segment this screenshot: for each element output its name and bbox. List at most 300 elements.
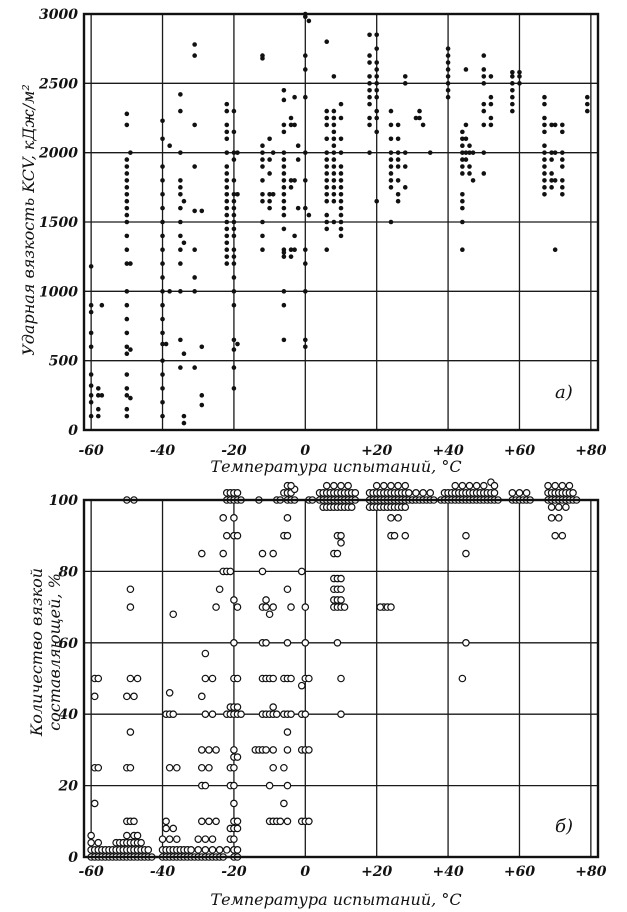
data-point	[224, 533, 230, 539]
data-point	[232, 234, 237, 239]
data-point	[125, 164, 130, 169]
data-point	[374, 67, 379, 72]
data-point	[303, 95, 308, 100]
data-point	[542, 102, 547, 107]
data-point	[481, 150, 486, 155]
data-point	[332, 192, 337, 197]
data-point	[192, 164, 197, 169]
data-point	[473, 483, 479, 489]
x-tick-label: -20	[221, 864, 247, 880]
data-point	[127, 765, 133, 771]
data-point	[389, 178, 394, 183]
data-point	[446, 95, 451, 100]
data-point	[260, 178, 265, 183]
data-point	[127, 675, 133, 681]
data-point	[460, 164, 465, 169]
data-point	[339, 137, 344, 142]
data-point	[403, 81, 408, 86]
data-point	[160, 275, 165, 280]
data-point	[489, 74, 494, 79]
data-point	[417, 109, 422, 114]
data-point	[92, 693, 98, 699]
data-point	[542, 95, 547, 100]
data-point	[373, 483, 379, 489]
data-point	[282, 213, 287, 218]
data-point	[192, 209, 197, 214]
data-point	[559, 533, 565, 539]
data-point	[209, 836, 215, 842]
data-point	[167, 289, 172, 294]
x-tick-label: +40	[432, 443, 464, 459]
data-point	[282, 206, 287, 211]
data-point	[389, 171, 394, 176]
data-point	[100, 393, 105, 398]
data-point	[224, 254, 229, 259]
y-tick-label: 80	[58, 564, 78, 581]
data-point	[296, 143, 301, 148]
data-point	[288, 711, 294, 717]
data-point	[396, 150, 401, 155]
data-point	[460, 206, 465, 211]
data-point	[125, 220, 130, 225]
data-point	[216, 586, 222, 592]
x-tick-label: +60	[503, 864, 536, 880]
data-point	[510, 70, 515, 75]
data-point	[446, 46, 451, 51]
data-point	[324, 123, 329, 128]
data-point	[481, 81, 486, 86]
data-point	[282, 227, 287, 232]
data-point	[134, 675, 140, 681]
data-point	[232, 303, 237, 308]
data-point	[374, 33, 379, 38]
data-point	[481, 483, 487, 489]
data-point	[267, 206, 272, 211]
data-point	[89, 345, 94, 350]
data-point	[234, 754, 240, 760]
data-point	[128, 150, 133, 155]
data-point	[284, 533, 290, 539]
data-point	[374, 109, 379, 114]
data-point	[96, 386, 101, 391]
data-point	[224, 178, 229, 183]
data-point	[209, 675, 215, 681]
data-point	[481, 67, 486, 72]
data-point	[270, 550, 276, 556]
data-point	[160, 303, 165, 308]
data-point	[270, 604, 276, 610]
x-tick-label: -60	[78, 864, 104, 880]
data-point	[174, 765, 180, 771]
data-point	[231, 800, 237, 806]
data-point	[160, 289, 165, 294]
data-point	[403, 74, 408, 79]
data-point	[553, 247, 558, 252]
data-point	[306, 675, 312, 681]
data-point	[160, 192, 165, 197]
data-point	[88, 840, 94, 846]
data-point	[324, 39, 329, 44]
data-point	[224, 847, 230, 853]
data-point	[232, 365, 237, 370]
data-point	[396, 123, 401, 128]
data-point	[288, 483, 294, 489]
data-point	[166, 765, 172, 771]
data-point	[231, 765, 237, 771]
data-point	[446, 60, 451, 65]
data-point	[178, 192, 183, 197]
data-point	[96, 407, 101, 412]
data-point	[231, 640, 237, 646]
data-point	[334, 640, 340, 646]
data-point	[224, 171, 229, 176]
data-point	[195, 836, 201, 842]
data-point	[224, 109, 229, 114]
data-point	[489, 95, 494, 100]
data-point	[332, 74, 337, 79]
data-point	[292, 123, 297, 128]
data-point	[234, 818, 240, 824]
data-point	[199, 403, 204, 408]
x-tick-label: +40	[432, 864, 464, 880]
data-point	[199, 393, 204, 398]
data-point	[324, 137, 329, 142]
data-point	[510, 88, 515, 93]
data-point	[467, 164, 472, 169]
data-point	[491, 483, 497, 489]
data-point	[125, 386, 130, 391]
data-point	[299, 568, 305, 574]
data-point	[192, 247, 197, 252]
data-point	[332, 171, 337, 176]
data-point	[209, 847, 215, 853]
data-point	[548, 515, 554, 521]
data-point	[403, 164, 408, 169]
x-tick-label: +20	[361, 443, 393, 459]
data-point	[127, 729, 133, 735]
data-point	[284, 515, 290, 521]
data-point	[374, 60, 379, 65]
data-point	[446, 81, 451, 86]
x-tick-label: +80	[575, 443, 607, 459]
data-point	[338, 575, 344, 581]
data-point	[466, 483, 472, 489]
data-point	[552, 533, 558, 539]
data-point	[427, 490, 433, 496]
data-point	[341, 604, 347, 610]
data-point	[374, 46, 379, 51]
data-point	[160, 164, 165, 169]
data-point	[178, 185, 183, 190]
data-point	[517, 81, 522, 86]
data-point	[125, 123, 130, 128]
data-point	[125, 303, 130, 308]
data-point	[282, 150, 287, 155]
data-point	[234, 533, 240, 539]
data-point	[395, 483, 401, 489]
data-point	[281, 765, 287, 771]
data-point	[303, 67, 308, 72]
data-point	[231, 597, 237, 603]
data-point	[559, 483, 565, 489]
data-point	[160, 118, 165, 123]
data-point	[260, 234, 265, 239]
data-point	[282, 130, 287, 135]
data-point	[389, 123, 394, 128]
data-point	[160, 372, 165, 377]
data-point	[560, 164, 565, 169]
data-point	[303, 53, 308, 58]
data-point	[270, 747, 276, 753]
data-point	[332, 157, 337, 162]
data-point	[381, 483, 387, 489]
data-point	[352, 490, 358, 496]
data-point	[420, 490, 426, 496]
data-point	[206, 747, 212, 753]
data-point	[125, 178, 130, 183]
data-point	[548, 504, 554, 510]
data-point	[542, 116, 547, 121]
data-point	[224, 199, 229, 204]
data-point	[452, 483, 458, 489]
data-point	[388, 604, 394, 610]
data-point	[324, 185, 329, 190]
data-point	[396, 164, 401, 169]
data-point	[282, 192, 287, 197]
data-point	[174, 836, 180, 842]
data-point	[585, 102, 590, 107]
data-point	[489, 116, 494, 121]
data-point	[542, 171, 547, 176]
data-point	[202, 836, 208, 842]
data-point	[164, 342, 169, 347]
data-point	[234, 825, 240, 831]
data-point	[224, 192, 229, 197]
data-point	[232, 347, 237, 352]
data-point	[471, 150, 476, 155]
data-point	[510, 74, 515, 79]
data-point	[213, 747, 219, 753]
data-point	[282, 338, 287, 343]
x-tick-label: -20	[221, 443, 247, 459]
data-point	[367, 150, 372, 155]
data-point	[467, 171, 472, 176]
data-point	[339, 171, 344, 176]
data-point	[460, 247, 465, 252]
data-point	[510, 81, 515, 86]
data-point	[339, 206, 344, 211]
data-point	[192, 123, 197, 128]
data-point	[510, 95, 515, 100]
data-point	[125, 407, 130, 412]
data-point	[553, 123, 558, 128]
data-point	[163, 825, 169, 831]
data-point	[464, 67, 469, 72]
data-point	[178, 150, 183, 155]
data-point	[166, 836, 172, 842]
data-point	[481, 109, 486, 114]
data-point	[232, 157, 237, 162]
data-point	[232, 275, 237, 280]
data-point	[542, 164, 547, 169]
data-point	[270, 704, 276, 710]
points-a	[89, 12, 590, 426]
data-point	[324, 192, 329, 197]
data-point	[389, 220, 394, 225]
data-point	[471, 178, 476, 183]
data-point	[302, 711, 308, 717]
data-point	[178, 220, 183, 225]
data-point	[260, 199, 265, 204]
data-point	[284, 782, 290, 788]
data-point	[224, 185, 229, 190]
data-point	[232, 386, 237, 391]
data-point	[131, 693, 137, 699]
data-point	[281, 800, 287, 806]
x-tick-label: +60	[503, 443, 536, 459]
data-point	[396, 192, 401, 197]
data-point	[167, 143, 172, 148]
data-point	[324, 150, 329, 155]
data-point	[199, 550, 205, 556]
data-point	[127, 586, 133, 592]
data-point	[338, 540, 344, 546]
y-tick-labels-a	[38, 7, 78, 439]
data-point	[125, 192, 130, 197]
data-point	[388, 515, 394, 521]
data-point	[220, 515, 226, 521]
data-point	[460, 143, 465, 148]
data-point	[125, 372, 130, 377]
data-point	[545, 483, 551, 489]
data-point	[235, 342, 240, 347]
data-point	[224, 102, 229, 107]
data-point	[89, 303, 94, 308]
data-point	[95, 675, 101, 681]
data-point	[234, 490, 240, 496]
x-tick-labels-b	[78, 864, 606, 880]
data-point	[188, 847, 194, 853]
data-point	[489, 123, 494, 128]
data-point	[260, 247, 265, 252]
y-tick-label: 40	[58, 707, 78, 724]
x-tick-label: -40	[149, 864, 176, 880]
data-point	[324, 227, 329, 232]
y-tick-label: 60	[58, 635, 78, 652]
data-point	[267, 157, 272, 162]
data-point	[339, 213, 344, 218]
data-point	[224, 261, 229, 266]
data-point	[339, 199, 344, 204]
data-point	[213, 604, 219, 610]
data-point	[282, 254, 287, 259]
data-point	[182, 414, 187, 419]
data-point	[160, 386, 165, 391]
data-point	[428, 150, 433, 155]
data-point	[160, 247, 165, 252]
data-point	[266, 782, 272, 788]
data-point	[267, 137, 272, 142]
data-point	[231, 782, 237, 788]
data-point	[338, 675, 344, 681]
data-point	[324, 247, 329, 252]
data-point	[271, 150, 276, 155]
data-point	[542, 123, 547, 128]
data-point	[209, 711, 215, 717]
data-point	[125, 171, 130, 176]
data-point	[306, 818, 312, 824]
data-point	[231, 747, 237, 753]
data-point	[270, 675, 276, 681]
data-point	[374, 116, 379, 121]
data-point	[259, 568, 265, 574]
data-point	[182, 421, 187, 426]
data-point	[289, 116, 294, 121]
data-point	[389, 185, 394, 190]
data-point	[481, 74, 486, 79]
data-point	[464, 157, 469, 162]
data-point	[134, 832, 140, 838]
data-point	[199, 747, 205, 753]
data-point	[332, 178, 337, 183]
y-tick-label: 3000	[39, 7, 78, 23]
data-point	[232, 227, 237, 232]
data-point	[339, 185, 344, 190]
data-point	[292, 234, 297, 239]
data-point	[125, 331, 130, 336]
data-point	[92, 800, 98, 806]
data-point	[96, 414, 101, 419]
data-point	[553, 178, 558, 183]
points-b	[88, 479, 580, 860]
data-point	[303, 247, 308, 252]
data-point	[224, 220, 229, 225]
data-point	[289, 254, 294, 259]
data-point	[192, 365, 197, 370]
data-point	[224, 213, 229, 218]
data-point	[125, 247, 130, 252]
data-point	[202, 847, 208, 853]
data-point	[523, 490, 529, 496]
data-point	[199, 693, 205, 699]
data-point	[459, 675, 465, 681]
data-point	[324, 171, 329, 176]
data-point	[395, 515, 401, 521]
data-point	[332, 220, 337, 225]
data-point	[199, 345, 204, 350]
data-point	[220, 550, 226, 556]
data-point	[224, 247, 229, 252]
data-point	[213, 818, 219, 824]
x-tick-label: +20	[361, 864, 393, 880]
data-point	[232, 206, 237, 211]
data-point	[263, 640, 269, 646]
data-point	[284, 729, 290, 735]
data-point	[560, 130, 565, 135]
data-point	[338, 483, 344, 489]
data-point	[238, 711, 244, 717]
y-tick-label: 0	[68, 423, 78, 439]
data-point	[549, 157, 554, 162]
data-point	[270, 765, 276, 771]
data-point	[260, 150, 265, 155]
data-point	[296, 206, 301, 211]
data-point	[292, 178, 297, 183]
data-point	[277, 818, 283, 824]
data-point	[288, 604, 294, 610]
data-point	[282, 171, 287, 176]
data-point	[178, 247, 183, 252]
